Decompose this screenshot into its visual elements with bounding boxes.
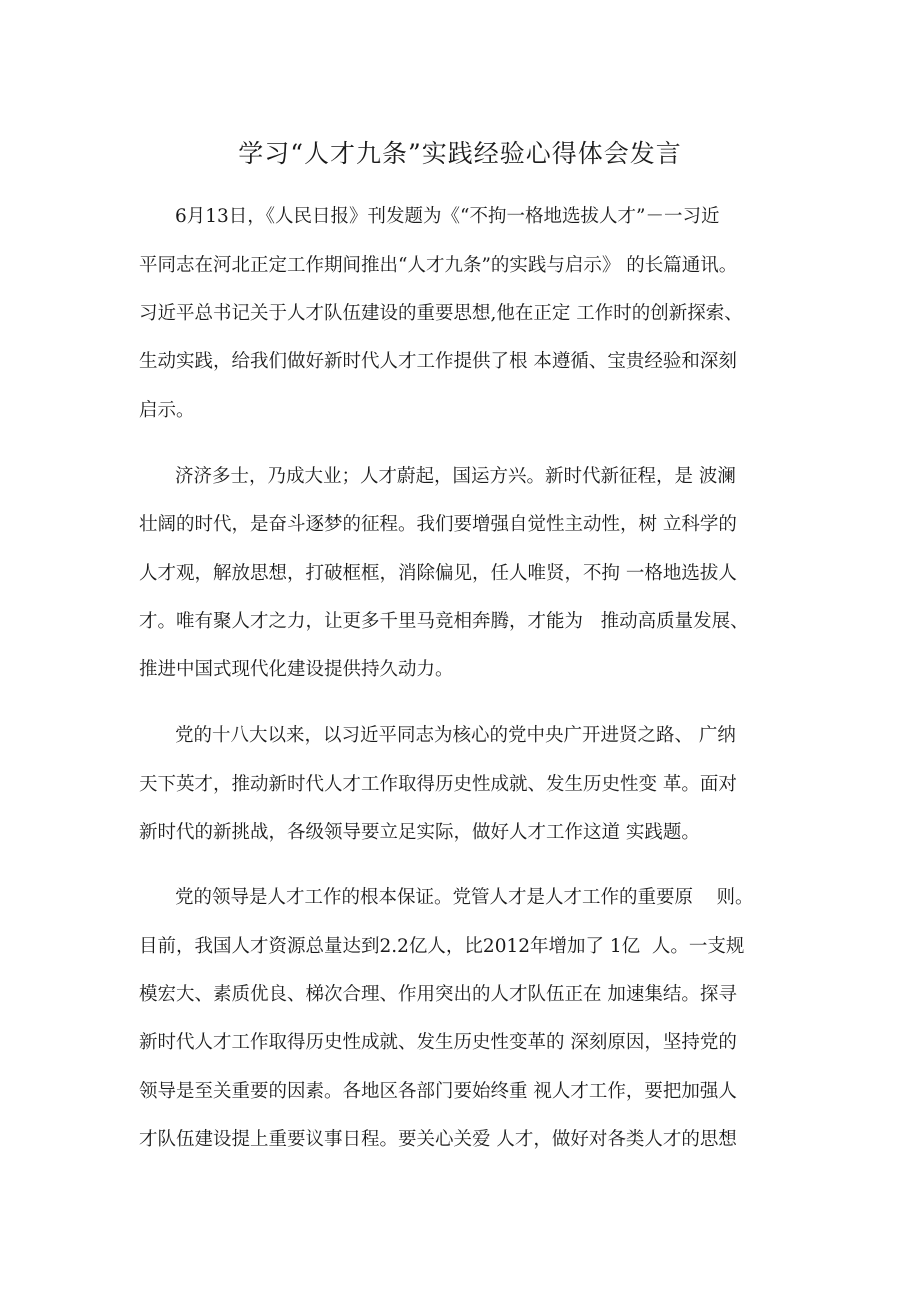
- paragraph-4-line-3: 模宏大、素质优良、梯次合理、作用突出的人才队伍正在 加速集结。探寻: [139, 984, 737, 1005]
- paragraph-1-line-1: 6月13日，《人民日报》刊发题为《“不拘一格地选拔人才”－一习近: [175, 206, 720, 227]
- document-title: 学习“人才九条”实践经验心得体会发言: [238, 139, 682, 168]
- paragraph-3-line-1: 党的十八大以来，以习近平同志为核心的党中央广开进贤之路、 广纳: [175, 725, 736, 746]
- paragraph-1-line-2: 平同志在河北正定工作期间推出“人才九条”的实践与启示》 的长篇通讯。: [139, 255, 738, 276]
- paragraph-2-line-4: 才。唯有聚人才之力，让更多千里马竞相奔腾，才能为 推动高质量发展、: [139, 611, 749, 632]
- paragraph-1-line-3: 习近平总书记关于人才队伍建设的重要思想,他在正定 工作时的创新探索、: [139, 303, 743, 324]
- paragraph-4-line-5: 领导是至关重要的因素。各地区各部门要始终重 视人才工作，要把加强人: [139, 1081, 737, 1102]
- paragraph-4-line-2: 目前，我国人才资源总量达到2.2亿人，比2012年增加了 1亿 人。一支规: [139, 936, 745, 957]
- paragraph-2-line-3: 人才观，解放思想，打破框框，消除偏见，任人唯贤，不拘 一格地选拔人: [139, 563, 737, 584]
- paragraph-4-line-4: 新时代人才工作取得历史性成就、发生历史性变革的 深刻原因，坚持党的: [139, 1032, 737, 1053]
- paragraph-2-line-1: 济济多士，乃成大业；人才蔚起，国运方兴。新时代新征程，是 波澜: [175, 466, 736, 487]
- paragraph-2-line-2: 壮阔的时代，是奋斗逐梦的征程。我们要增强自觉性主动性，树 立科学的: [139, 514, 737, 535]
- paragraph-3-line-3: 新时代的新挑战，各级领导要立足实际，做好人才工作这道 实践题。: [139, 822, 700, 843]
- paragraph-3-line-2: 天下英才，推动新时代人才工作取得历史性成就、发生历史性变 革。面对: [139, 774, 737, 795]
- paragraph-4-line-6: 才队伍建设提上重要议事日程。要关心关爱 人才，做好对各类人才的思想: [139, 1129, 737, 1150]
- paragraph-1-line-5: 启示。: [139, 400, 195, 421]
- paragraph-1-line-4: 生动实践，给我们做好新时代人才工作提供了根 本遵循、宝贵经验和深刻: [139, 351, 737, 372]
- paragraph-2-line-5: 推进中国式现代化建设提供持久动力。: [139, 659, 454, 680]
- paragraph-4-line-1: 党的领导是人才工作的根本保证。党管人才是人才工作的重要原 则。: [175, 887, 754, 908]
